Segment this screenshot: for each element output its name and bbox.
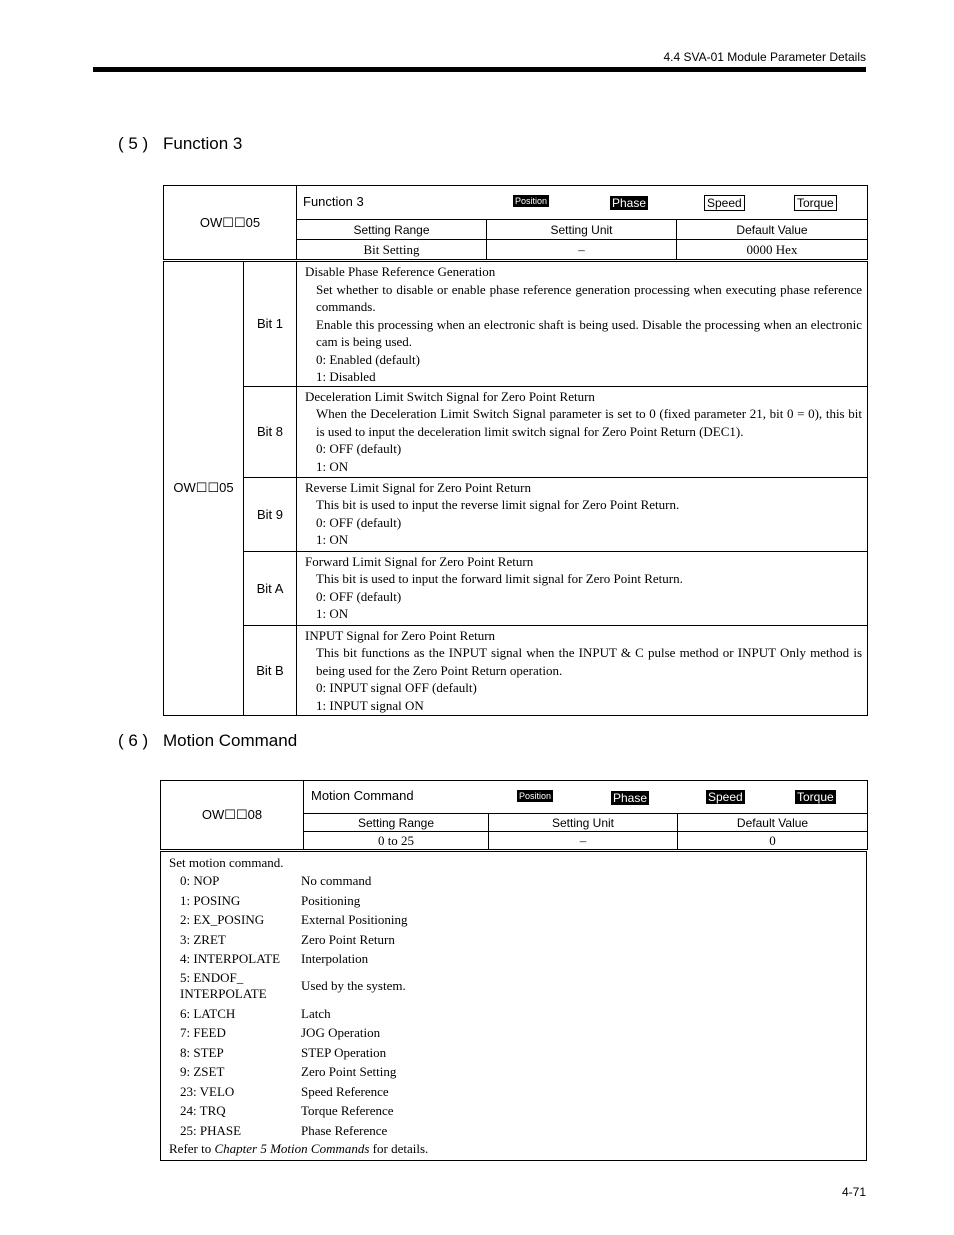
- setting-range-header: Setting Range: [297, 220, 487, 240]
- command-description: Speed Reference: [301, 1083, 389, 1099]
- bit-text: This bit is used to input the forward limit signal for Zero Point Return.: [316, 571, 683, 586]
- command-code: 7: FEED: [180, 1025, 226, 1040]
- phase-tag: Phase: [613, 791, 648, 805]
- torque-tag: Torque: [794, 195, 837, 211]
- default-value-header: Default Value: [678, 814, 868, 832]
- motion-command-summary-table: [160, 780, 868, 850]
- chapter-reference: Chapter 5 Motion Commands: [214, 1141, 370, 1156]
- setting-range-value: Bit Setting: [297, 240, 487, 260]
- list-intro: Set motion command.: [169, 855, 284, 870]
- register-cell: OW☐☐08: [161, 781, 304, 850]
- command-description: Latch: [301, 1005, 331, 1021]
- register-cell: OW☐☐05: [164, 186, 297, 260]
- command-description: Positioning: [301, 892, 361, 908]
- bit-text: This bit functions as the INPUT signal when the INPUT & C pulse method or INPUT Only method is being used for the Zero Point Return operation.: [316, 645, 862, 678]
- list-item: [169, 1082, 858, 1102]
- speed-tag: Speed: [704, 195, 745, 211]
- section-number: ( 5 ): [118, 134, 149, 153]
- running-header: 4.4 SVA-01 Module Parameter Details: [663, 50, 866, 64]
- bit-text: 0: Enabled (default): [316, 351, 420, 367]
- parameter-name: Motion Command: [311, 788, 414, 803]
- bit-title: Forward Limit Signal for Zero Point Return: [305, 553, 534, 569]
- bit-description: [297, 386, 868, 477]
- header-rule: [93, 67, 866, 72]
- bit-label: Bit 9: [244, 477, 297, 551]
- speed-tag: Speed: [708, 790, 743, 804]
- bit-description: [297, 551, 868, 625]
- phase-tag: Phase: [612, 196, 647, 210]
- command-code: 0: NOP: [180, 873, 220, 888]
- command-code: 6: LATCH: [180, 1005, 236, 1021]
- command-code-line: 5: ENDOF_: [180, 969, 244, 985]
- page-number: 4-71: [841, 1185, 866, 1199]
- command-code: 23: VELO: [180, 1083, 235, 1099]
- default-value: 0000 Hex: [677, 240, 868, 260]
- command-code: [169, 970, 301, 1002]
- list-item: [169, 891, 858, 911]
- motion-command-list: [161, 852, 867, 1161]
- bit-text: Enable this processing when an electronic shaft is being used. Disable the processing when an electronic cam is being used.: [316, 316, 862, 349]
- bit-text: 1: Disabled: [316, 369, 376, 384]
- bit-text: 0: INPUT signal OFF (default): [316, 680, 477, 695]
- command-description: STEP Operation: [301, 1044, 387, 1060]
- footer-suffix: for details.: [369, 1141, 429, 1156]
- bit-text: 0: OFF (default): [316, 588, 402, 604]
- footer-prefix: Refer to: [169, 1141, 215, 1156]
- list-item: [169, 910, 858, 930]
- section-title: Function 3: [163, 134, 243, 153]
- list-item: [169, 1062, 858, 1082]
- bit-text: 0: OFF (default): [316, 441, 402, 456]
- bit-title: Disable Phase Reference Generation: [305, 264, 496, 279]
- command-code-line: INTERPOLATE: [180, 985, 267, 1001]
- setting-unit-value: –: [487, 240, 677, 260]
- position-tag: Position: [515, 196, 548, 206]
- list-footer: [169, 1140, 858, 1158]
- bit-text: This bit is used to input the reverse limit signal for Zero Point Return.: [316, 497, 680, 512]
- setting-unit-header: Setting Unit: [489, 814, 678, 832]
- list-item: [169, 949, 858, 969]
- section-number: ( 6 ): [118, 731, 149, 750]
- section-heading-function3: [118, 134, 242, 154]
- bit-label: Bit B: [244, 625, 297, 715]
- bit-text: 1: INPUT signal ON: [316, 697, 424, 713]
- list-item: [169, 1101, 858, 1121]
- bit-label: Bit 1: [244, 262, 297, 387]
- section-title: Motion Command: [163, 731, 298, 750]
- command-description: Used by the system.: [301, 977, 406, 993]
- bit-text: 1: ON: [316, 458, 349, 474]
- motion-command-list-table: [160, 851, 867, 1161]
- command-description: JOG Operation: [301, 1025, 381, 1040]
- bit-title: INPUT Signal for Zero Point Return: [305, 627, 496, 643]
- setting-unit-value: –: [489, 832, 678, 850]
- parameter-title-cell: [304, 781, 868, 814]
- torque-tag: Torque: [797, 790, 834, 804]
- setting-range-header: Setting Range: [304, 814, 489, 832]
- setting-unit-header: Setting Unit: [487, 220, 677, 240]
- bit-text: Set whether to disable or enable phase reference generation processing when executing phase reference commands.: [316, 281, 862, 314]
- command-description: Zero Point Return: [301, 931, 395, 947]
- command-code: 4: INTERPOLATE: [180, 951, 281, 966]
- command-code: 25: PHASE: [180, 1122, 242, 1138]
- bit-title: Deceleration Limit Switch Signal for Zero Point Return: [305, 388, 595, 404]
- function3-summary-table: [163, 185, 868, 260]
- list-item: [169, 1043, 858, 1063]
- list-item: [169, 969, 858, 1004]
- list-item: [169, 1121, 858, 1141]
- parameter-title-cell: [297, 186, 868, 220]
- command-code: 8: STEP: [180, 1044, 224, 1060]
- section-heading-motion-command: [118, 731, 297, 751]
- command-description: Phase Reference: [301, 1122, 388, 1138]
- bit-text: When the Deceleration Limit Switch Signal parameter is set to 0 (fixed parameter 21, bit 0 = 0), this bit is used to input the deceleration limit switch signal for Zero Point Return (DEC1).: [316, 406, 862, 439]
- function3-bits-table: [163, 261, 868, 716]
- command-description: Torque Reference: [301, 1103, 394, 1118]
- command-code: 1: POSING: [180, 892, 241, 908]
- command-code: 2: EX_POSING: [180, 912, 265, 927]
- bit-label: Bit 8: [244, 386, 297, 477]
- bit-text: 0: OFF (default): [316, 514, 402, 530]
- command-code: 9: ZSET: [180, 1064, 225, 1079]
- parameter-name: Function 3: [303, 194, 364, 209]
- bit-title: Reverse Limit Signal for Zero Point Return: [305, 479, 532, 495]
- list-item: [169, 871, 858, 891]
- setting-range-value: 0 to 25: [304, 832, 489, 850]
- list-item: [169, 930, 858, 950]
- bit-description: [297, 477, 868, 551]
- list-item: [169, 1004, 858, 1024]
- command-description: No command: [301, 873, 372, 888]
- position-tag: Position: [519, 791, 552, 801]
- bit-text: 1: ON: [316, 532, 349, 547]
- list-item: [169, 1023, 858, 1043]
- bit-label: Bit A: [244, 551, 297, 625]
- command-description: Zero Point Setting: [301, 1064, 397, 1079]
- command-code: 3: ZRET: [180, 931, 226, 947]
- bit-description: [297, 262, 868, 387]
- bit-description: [297, 625, 868, 715]
- bits-register-cell: OW☐☐05: [164, 262, 244, 716]
- default-value: 0: [678, 832, 868, 850]
- default-value-header: Default Value: [677, 220, 868, 240]
- command-code: 24: TRQ: [180, 1103, 226, 1118]
- command-description: External Positioning: [301, 912, 408, 927]
- bit-text: 1: ON: [316, 606, 349, 621]
- command-description: Interpolation: [301, 951, 369, 966]
